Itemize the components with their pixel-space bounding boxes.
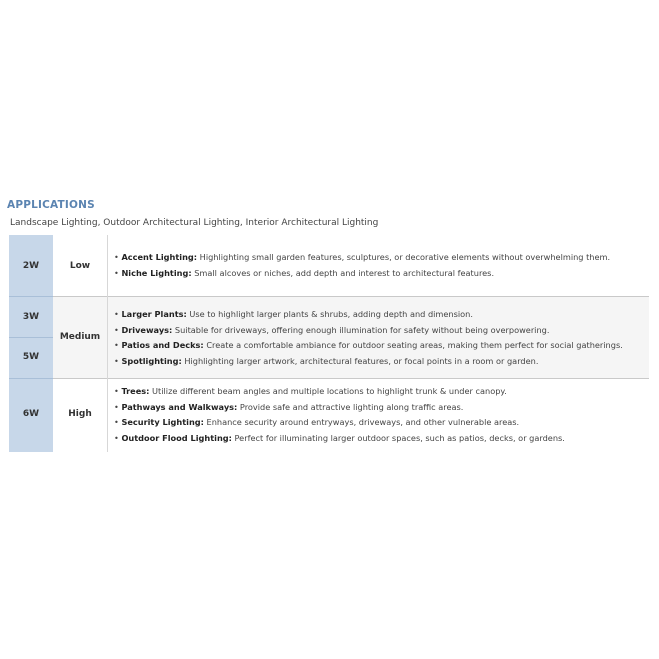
application-name: Niche Lighting: (121, 267, 192, 278)
list-item (114, 415, 654, 431)
row-divider (9, 378, 649, 379)
application-text: Create a comfortable ambiance for outdoor seating areas, making them perfect for social gatherings. (206, 340, 623, 350)
level-cell: Medium (59, 332, 101, 342)
application-text: Enhance security around entryways, driveways, and other vulnerable areas. (206, 417, 520, 427)
list-item (114, 400, 654, 416)
list-item (114, 307, 654, 323)
column-divider (107, 235, 108, 452)
application-name: Trees: (121, 386, 150, 396)
list-item (114, 354, 654, 370)
list-item (114, 323, 654, 339)
application-name: Driveways: (121, 324, 173, 335)
level-cell: Low (69, 261, 91, 271)
application-text: Suitable for driveways, offering enough illumination for safety without being overpowering. (174, 324, 550, 335)
application-name: Larger Plants: (121, 309, 187, 319)
application-text: Small alcoves or niches, add depth and interest to architectural features. (194, 267, 495, 278)
application-name: Security Lighting: (121, 417, 204, 427)
application-text: Highlighting larger artwork, architectural features, or focal points in a room or garden. (184, 355, 539, 366)
application-list (114, 307, 654, 369)
list-item (114, 250, 654, 266)
wattage-divider (9, 337, 53, 338)
application-name: Outdoor Flood Lighting: (121, 432, 232, 443)
application-name: Patios and Decks: (121, 340, 204, 350)
bullet: • (114, 401, 119, 412)
bullet: • (114, 417, 119, 427)
application-name: Accent Lighting: (121, 252, 198, 262)
bullet: • (114, 267, 119, 278)
wattage-cell: 2W (22, 261, 40, 271)
wattage-divider (9, 378, 53, 379)
wattage-cell: 5W (22, 352, 40, 362)
application-name: Spotlighting: (121, 355, 182, 366)
section-title: APPLICATIONS (7, 199, 95, 211)
wattage-cell: 3W (22, 312, 40, 322)
list-item (114, 338, 654, 354)
section-subtitle: Landscape Lighting, Outdoor Architectural Lighting, Interior Architectural Lighting (10, 218, 379, 228)
application-text: Perfect for illuminating larger outdoor spaces, such as patios, decks, or gardens. (234, 432, 565, 443)
applications-table (9, 235, 649, 452)
wattage-divider (9, 296, 53, 297)
level-cell: High (68, 409, 92, 419)
application-text: Highlighting small garden features, sculptures, or decorative elements without overwhelming them. (199, 252, 611, 262)
bullet: • (114, 355, 119, 366)
application-text: Use to highlight larger plants & shrubs, adding depth and dimension. (189, 309, 473, 319)
list-item (114, 431, 654, 447)
bullet: • (114, 252, 119, 262)
application-text: Provide safe and attractive lighting along traffic areas. (239, 401, 464, 412)
wattage-cell: 6W (22, 409, 40, 419)
bullet: • (114, 386, 119, 396)
bullet: • (114, 432, 119, 443)
list-item (114, 266, 654, 282)
application-name: Pathways and Walkways: (121, 401, 238, 412)
bullet: • (114, 340, 119, 350)
application-list (114, 384, 654, 446)
bullet: • (114, 309, 119, 319)
list-item (114, 384, 654, 400)
row-divider (9, 296, 649, 297)
application-text: Utilize different beam angles and multiple locations to highlight trunk & under canopy. (152, 386, 507, 396)
application-list (114, 250, 654, 281)
bullet: • (114, 324, 119, 335)
